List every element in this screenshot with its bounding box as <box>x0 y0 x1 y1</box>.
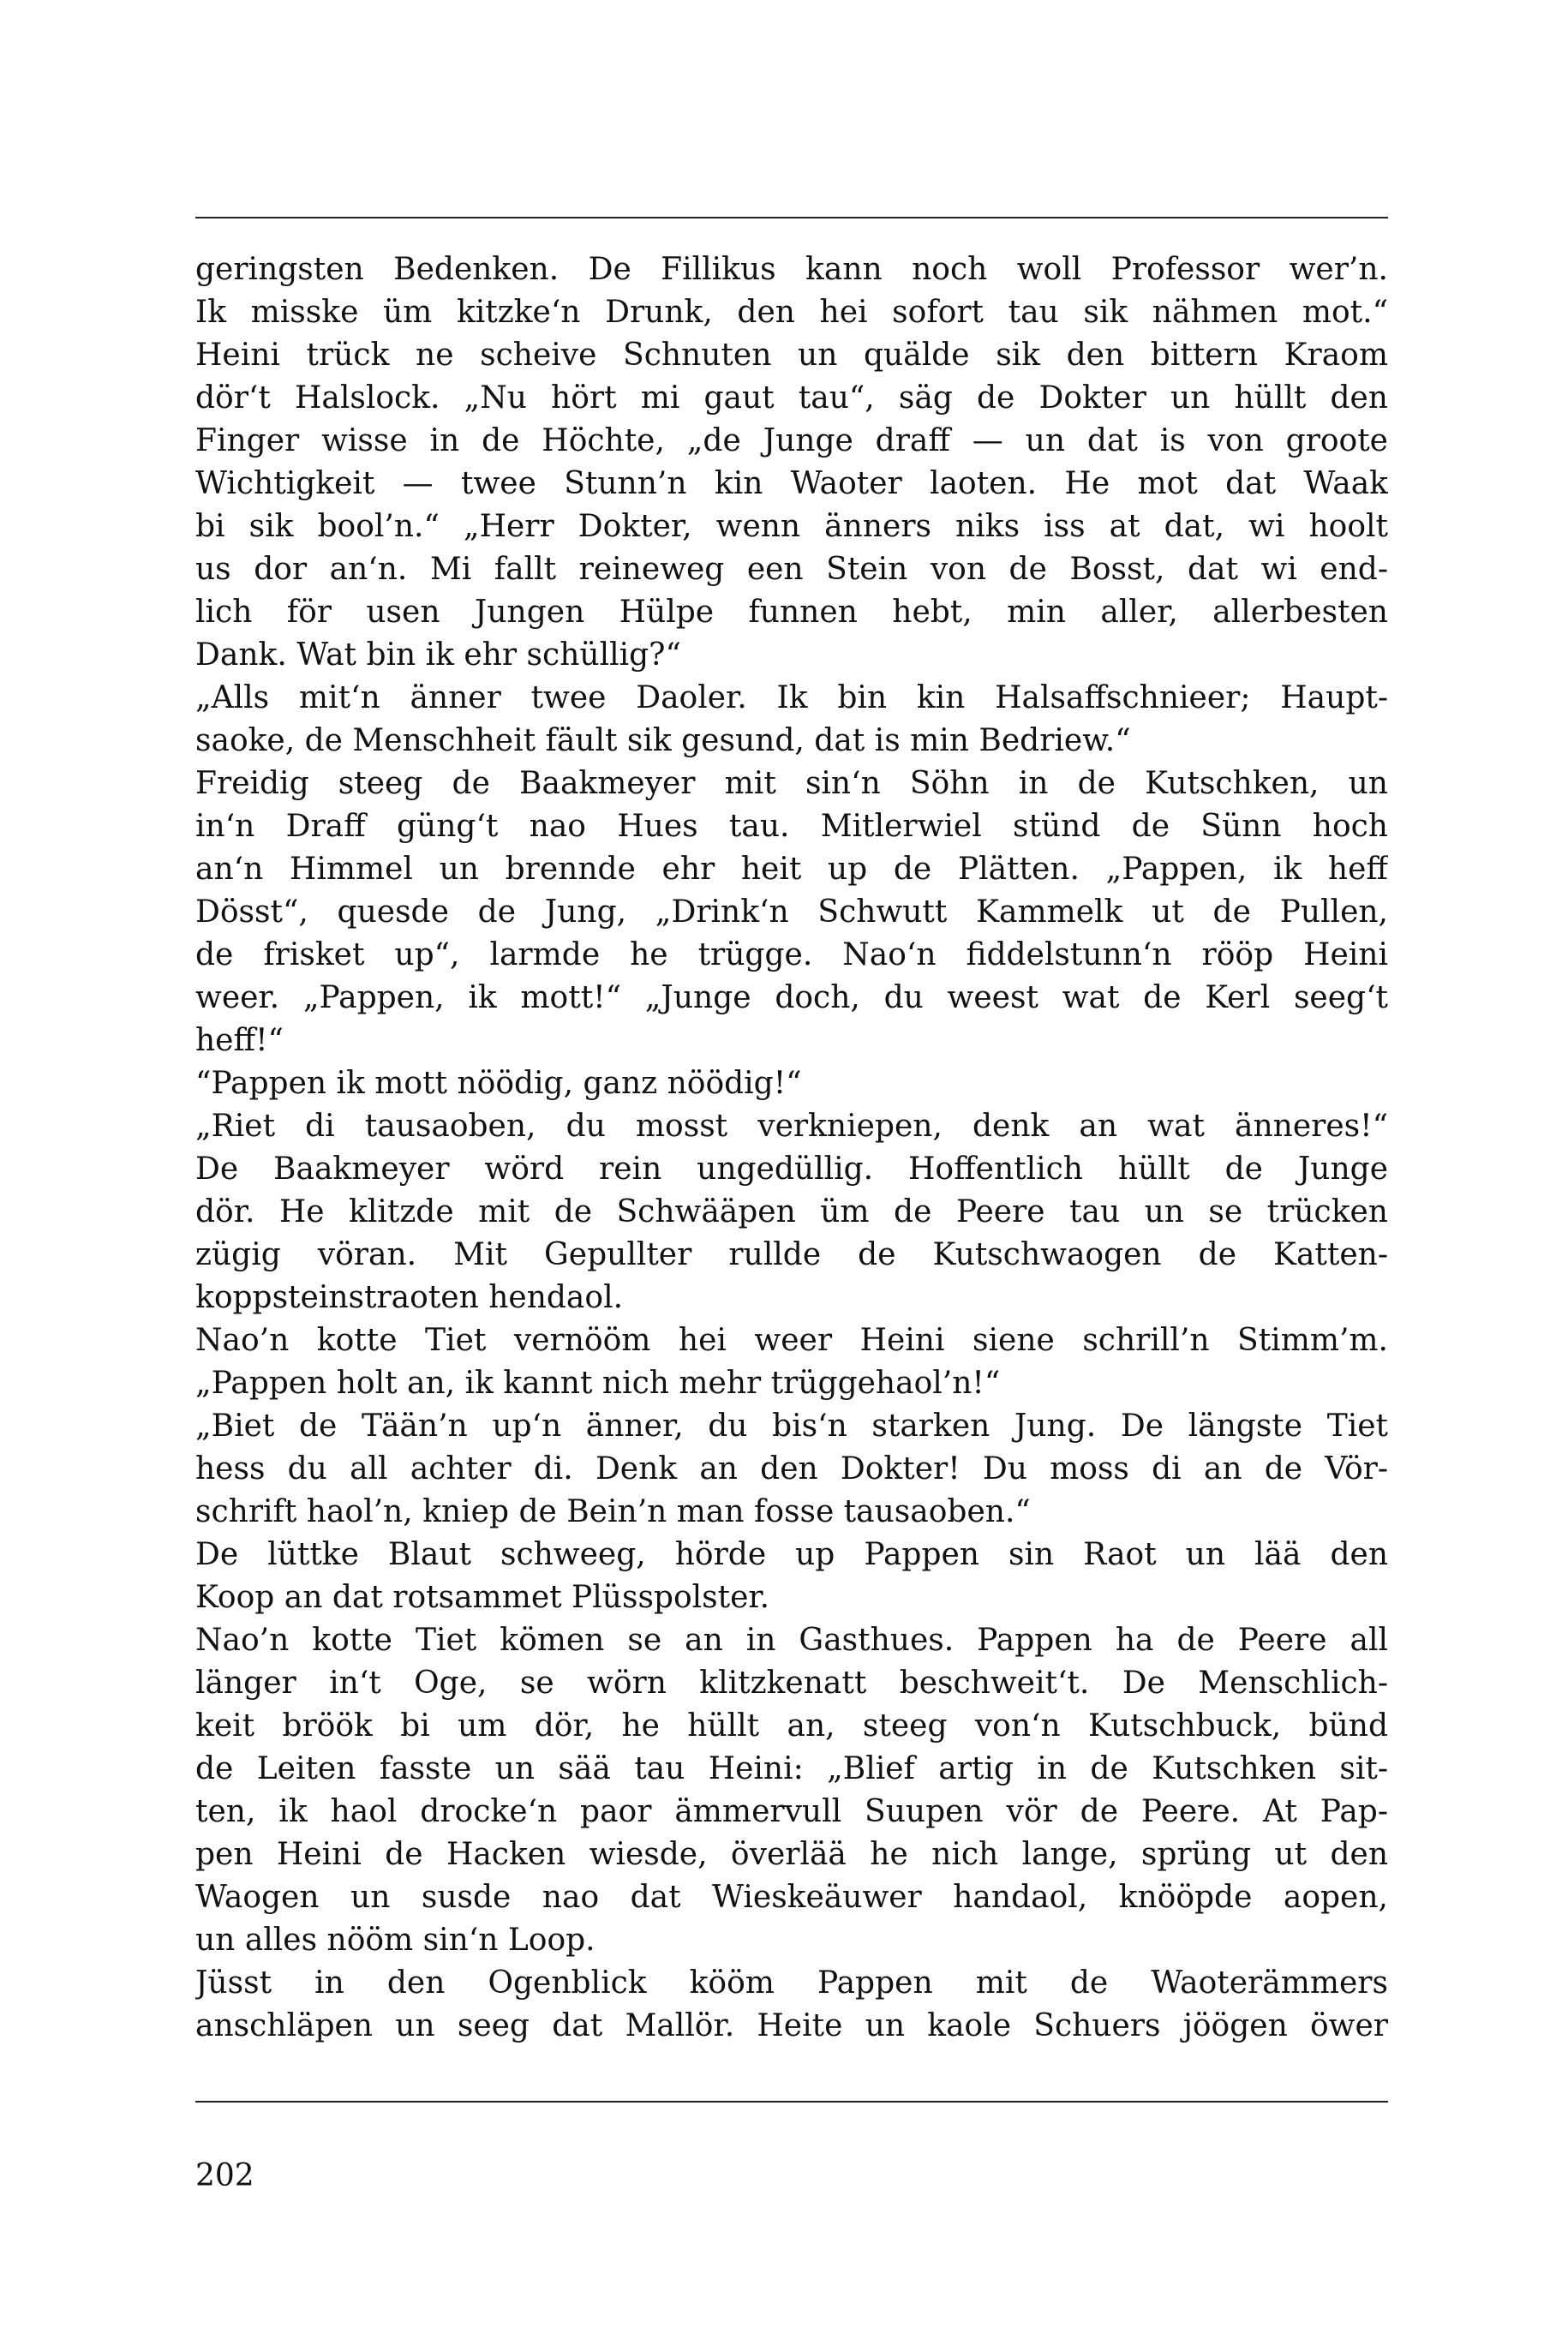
text-line: dör. He klitzde mit de Schwääpen üm de Peere tau un se trücken <box>195 1194 1388 1229</box>
text-line: “Pappen ik mott nöödig, ganz nöödig!“ <box>195 1066 802 1101</box>
text-line: „Alls mit‘n änner twee Daoler. Ik bin kin Halsaffschnieer; Haupt- <box>195 680 1388 715</box>
page-number: 202 <box>195 2158 254 2193</box>
text-line: länger in‘t Oge, se wörn klitzkenatt beschweit‘t. De Menschlich- <box>195 1666 1388 1701</box>
text-line: Heini trück ne scheive Schnuten un quälde sik den bittern Kraom <box>195 338 1388 373</box>
text-line: Nao’n kotte Tiet kömen se an in Gasthues. Pappen ha de Peere all <box>195 1623 1388 1658</box>
text-line: heff!“ <box>195 1023 284 1058</box>
text-line: Ik misske üm kitzke‘n Drunk, den hei sofort tau sik nähmen mot.“ <box>195 295 1388 330</box>
text-line: hess du all achter di. Denk an den Dokter! Du moss di an de Vör- <box>195 1451 1388 1487</box>
text-line: Dank. Wat bin ik ehr schüllig?“ <box>195 637 681 673</box>
text-line: „Biet de Tään’n up‘n änner, du bis‘n starken Jung. De längste Tiet <box>195 1409 1388 1444</box>
text-line: Freidig steeg de Baakmeyer mit sin‘n Söhn in de Kutschken, un <box>195 766 1388 801</box>
body-text <box>195 248 1388 2048</box>
text-line: De lüttke Blaut schweeg, hörde up Pappen sin Raot un lää den <box>195 1537 1388 1572</box>
text-line: schrift haol’n, kniep de Bein’n man fosse tausaoben.“ <box>195 1494 1031 1529</box>
text-line: Waogen un susde nao dat Wieskeäuwer handaol, knööpde aopen, <box>195 1880 1388 1915</box>
text-line: Koop an dat rotsammet Plüsspolster. <box>195 1580 770 1615</box>
text-line: Finger wisse in de Höchte, „de Junge draff — un dat is von groote <box>195 423 1388 458</box>
text-line: Wichtigkeit — twee Stunn’n kin Waoter laoten. He mot dat Waak <box>195 466 1388 501</box>
bottom-rule <box>195 2101 1388 2103</box>
text-line: De Baakmeyer wörd rein ungedüllig. Hoffentlich hüllt de Junge <box>195 1152 1388 1187</box>
text-line: Nao’n kotte Tiet vernööm hei weer Heini siene schrill’n Stimm’m. <box>195 1323 1388 1358</box>
text-line: pen Heini de Hacken wiesde, överlää he nich lange, sprüng ut den <box>195 1837 1388 1872</box>
text-line: „Riet di tausaoben, du mosst verkniepen, denk an wat änneres!“ <box>195 1109 1388 1144</box>
text-line: anschläpen un seeg dat Mallör. Heite un kaole Schuers jöögen öwer <box>195 2008 1388 2043</box>
text-line: „Pappen holt an, ik kannt nich mehr trüggehaol’n!“ <box>195 1366 1001 1401</box>
text-line: us dor an‘n. Mi fallt reineweg een Stein von de Bosst, dat wi end- <box>195 552 1388 587</box>
text-line: in‘n Draff güng‘t nao Hues tau. Mitlerwiel stünd de Sünn hoch <box>195 809 1388 844</box>
text-line: bi sik bool’n.“ „Herr Dokter, wenn änners niks iss at dat, wi hoolt <box>195 509 1388 544</box>
text-line: de frisket up“, larmde he trügge. Nao‘n fiddelstunn‘n rööp Heini <box>195 937 1388 972</box>
text-line: weer. „Pappen, ik mott!“ „Junge doch, du weest wat de Kerl seeg‘t <box>195 980 1388 1015</box>
text-line: an‘n Himmel un brennde ehr heit up de Plätten. „Pappen, ik heff <box>195 852 1388 887</box>
text-line: Jüsst in den Ogenblick kööm Pappen mit de Waoterämmers <box>195 1965 1388 2001</box>
text-line: koppsteinstraoten hendaol. <box>195 1280 624 1315</box>
text-line: dör‘t Halslock. „Nu hört mi gaut tau“, säg de Dokter un hüllt den <box>195 380 1388 416</box>
text-line: un alles nööm sin‘n Loop. <box>195 1923 595 1958</box>
text-line: lich för usen Jungen Hülpe funnen hebt, min aller, allerbesten <box>195 595 1388 630</box>
text-line: ten, ik haol drocke‘n paor ämmervull Suupen vör de Peere. At Pap- <box>195 1794 1388 1829</box>
text-line: saoke, de Menschheit fäult sik gesund, dat is min Bedriew.“ <box>195 723 1131 758</box>
text-line: keit bröök bi um dör, he hüllt an, steeg von‘n Kutschbuck, bünd <box>195 1708 1388 1744</box>
text-line: geringsten Bedenken. De Fillikus kann noch woll Professor wer’n. <box>195 252 1388 287</box>
text-line: de Leiten fasste un sää tau Heini: „Blief artig in de Kutschken sit- <box>195 1751 1388 1786</box>
text-line: Dösst“, quesde de Jung, „Drink‘n Schwutt Kammelk ut de Pullen, <box>195 894 1388 930</box>
top-rule <box>195 217 1388 218</box>
text-line: zügig vöran. Mit Gepullter rullde de Kutschwaogen de Katten- <box>195 1237 1388 1272</box>
